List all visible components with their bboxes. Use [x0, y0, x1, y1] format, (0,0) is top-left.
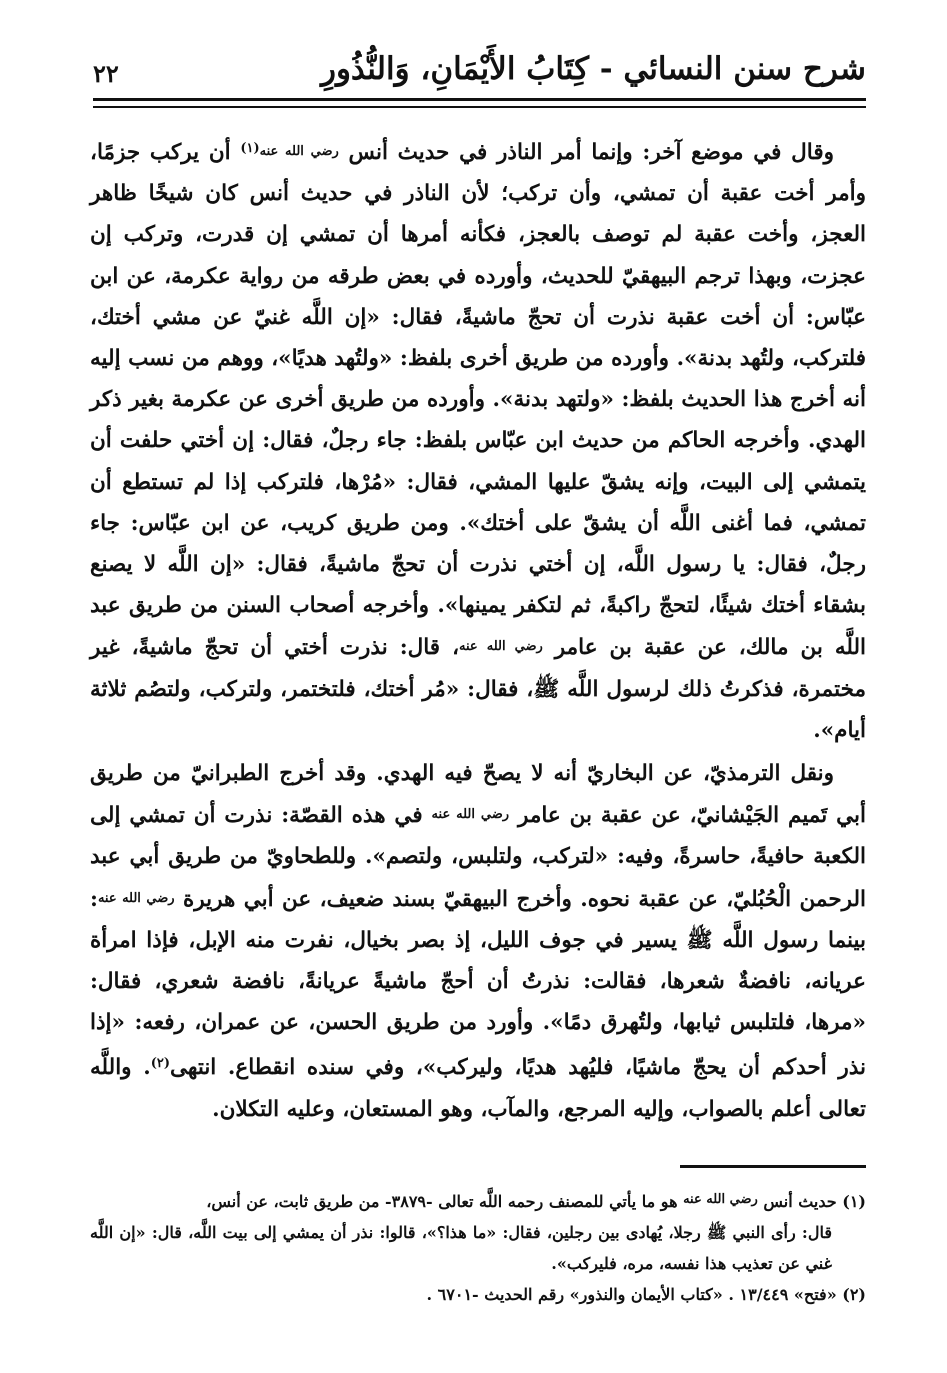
honorific-glyph: رضي الله عنه: [259, 144, 339, 159]
honorific-glyph: رضي الله عنه: [683, 1192, 758, 1207]
honorific-glyph: رضي الله عنه: [97, 890, 175, 906]
footnote-ref-1[interactable]: (١): [240, 141, 260, 156]
paragraph-2: ونقل الترمذيّ، عن البخاريّ أنه لا يصحّ فيه الهدي. وقد أخرج الطبرانيّ من طريق أبي تَميم الجَيْشانيّ، عن عقبة بن عامر رضي الله عنه في هذه القصّة: نذرت أن تمشي إلى الكعبة حافيةً، حاسرةً، وفيه: «لتركب، ولتلبس، ولتصم». وللطحاويّ من طريق أبي عبد الرحمن الْحُبُليّ، عن عقبة نحوه. وأخرج البيهقيّ بسند ضعيف، عن أبي هريرة رضي الله عنه: بينما رسول اللَّه ﷺ يسير في جوف الليل، إذ بصر بخيال، نفرت منه الإبل، فإذا امرأة عريانه، نافضةٌ شعرها، فقالت: نذرتُ أن أحجّ ماشيةً عريانةً، نافضة شعري، فقال: «مرها، فلتلبس ثيابها، ولتُهرق دمًا». وأورد من طريق الحسن، عن عمران، رفعه: «إذا نذر أحدكم أن يحجّ ماشيًا، فليُهد هديًا، وليركب»، وفي سنده انقطاع. انتهى$^{(٢)}$. واللَّه تعالى أعلم بالصواب، وإليه المرجع، والمآب، وهو المستعان، وعليه التكلان.: [90, 761, 866, 1122]
main-text: [90, 128, 866, 1130]
footnote-ref-2[interactable]: (٢): [150, 1056, 170, 1072]
footnote-1-continued: قال: رأى النبي ﷺ رجلا، يُهادى بين رجلين، فقال: «ما هذا؟»، قالوا: نذر أن يمشي إلى بيت اللَّه، قال: «إن اللَّه غني عن تعذيب هذا نفسه، مره، فليركب».: [90, 1223, 832, 1273]
paragraph-1: وقال في موضع آخر: وإنما أمر الناذر في حديث أنس رضي الله عنه$^{(١)}$ أن يركب جزمًا، وأمر أخت عقبة أن تمشي، وأن تركب؛ لأن الناذر في حديث أنس كان شيخًا ظاهر العجز، وأخت عقبة لم توصف بالعجز، فكأنه أمرها أن تمشي إن قدرت، وتركب إن عجزت، وبهذا ترجم البيهقيّ للحديث، وأورده في بعض طرقه من رواية عكرمة، عن ابن عبّاس: أن أخت عقبة نذرت أن تحجّ ماشيةً، فقال: «إن اللَّه غنيّ عن مشي أختك، فلتركب، ولتُهد بدنة». وأورده من طريق أخرى بلفظ: «ولتُهد هديًا»، ووهم من نسب إليه أنه أخرج هذا الحديث بلفظ: «ولتهد بدنة». وأورده من طريق أخرى عن عكرمة بغير ذكر الهدي. وأخرجه الحاكم من حديث ابن عبّاس بلفظ: جاء رجلٌ، فقال: إن أختي حلفت أن يتمشي إلى البيت، وإنه يشقّ عليها المشي، فقال: «مُرْها، فلتركب إذا لم تستطع أن تمشي، فما أغنى اللَّه أن يشقّ على أختك». ومن طريق كريب، عن ابن عبّاس: جاء رجلٌ، فقال: يا رسول اللَّه، إن أختي نذرت أن تحجّ ماشيةً، فقال: «إن اللَّه لا يصنع بشقاء أختك شيئًا، لتحجّ راكبةً، ثم لتكفر يمينها». وأخرجه أصحاب السنن من طريق عبد اللَّه بن مالك، عن عقبة بن عامر رضي الله عنه، قال: نذرت أختي أن تحجّ ماشيةً، غير مختمرة، فذكرتُ ذلك لرسول اللَّه ﷺ، فقال: «مُر أختك، فلتختمر، ولتركب، ولتصُم ثلاثة أيام».: [90, 140, 866, 743]
salutation-glyph: ﷺ: [686, 927, 713, 953]
salutation-glyph: ﷺ: [533, 676, 560, 702]
header-rule-thin: [93, 106, 866, 108]
footnote-rule: [680, 1165, 866, 1168]
honorific-glyph: رضي الله عنه: [431, 807, 510, 823]
header-rule: [93, 98, 866, 101]
page-number: ٢٢: [93, 59, 119, 89]
running-title: شرح سنن النسائي - كِتَابُ الأَيْمَانِ، وَالنُّذُورِ: [320, 51, 866, 87]
footnote-2: (٢) «فتح» ١٣/٤٤٩ . «كتاب الأيمان والنذور» رقم الحديث -٦٧٠١ .: [426, 1285, 866, 1304]
footnote-1: (١) حديث أنس $^{رضي الله عنه}$ هو ما يأتي للمصنف رحمه اللَّه تعالى -٣٨٧٩- من طريق ثابت، عن أنس،: [206, 1192, 866, 1211]
salutation-glyph: ﷺ: [706, 1223, 727, 1242]
honorific-glyph: رضي الله عنه: [459, 639, 543, 655]
footnotes: [90, 1184, 866, 1310]
page-header: [93, 51, 866, 89]
